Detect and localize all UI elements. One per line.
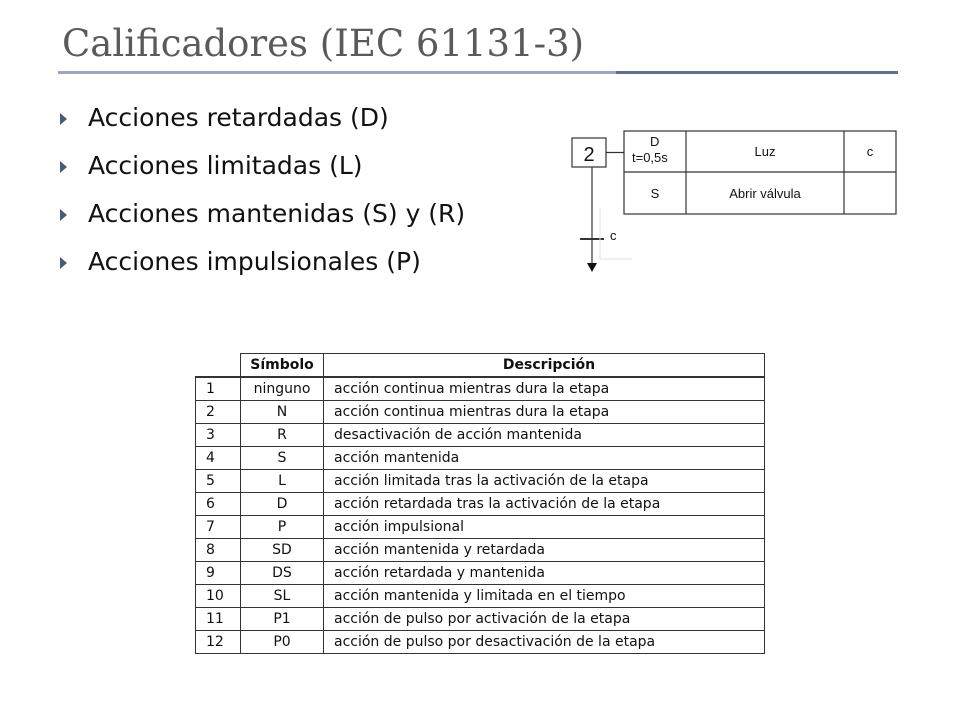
row-description: acción retardada y mantenida bbox=[324, 562, 765, 585]
row-description: acción mantenida bbox=[324, 447, 765, 470]
table-header-row bbox=[196, 354, 765, 378]
row-symbol: N bbox=[241, 401, 324, 424]
row-number: 9 bbox=[196, 562, 241, 585]
bullet-item bbox=[58, 146, 465, 194]
row-symbol: D bbox=[241, 493, 324, 516]
row-description: acción mantenida y limitada en el tiempo bbox=[324, 585, 765, 608]
row-symbol: P1 bbox=[241, 608, 324, 631]
row-description: desactivación de acción mantenida bbox=[324, 424, 765, 447]
row-description: acción continua mientras dura la etapa bbox=[324, 401, 765, 424]
row-symbol: SL bbox=[241, 585, 324, 608]
arrow-down-icon bbox=[587, 263, 597, 272]
qualifier-d: D bbox=[650, 134, 660, 149]
action-name-2: Abrir válvula bbox=[729, 186, 801, 201]
row-description: acción continua mientras dura la etapa bbox=[324, 377, 765, 401]
table-row bbox=[196, 516, 765, 539]
row-number: 1 bbox=[196, 377, 241, 401]
bullet-text: Acciones impulsionales (P) bbox=[88, 247, 421, 276]
step-number: 2 bbox=[583, 144, 595, 166]
table-row bbox=[196, 401, 765, 424]
table-row bbox=[196, 585, 765, 608]
row-number: 7 bbox=[196, 516, 241, 539]
column-header-description: Descripción bbox=[324, 354, 765, 378]
row-description: acción de pulso por desactivación de la etapa bbox=[324, 631, 765, 654]
action-name-1: Luz bbox=[754, 144, 776, 159]
row-description: acción mantenida y retardada bbox=[324, 539, 765, 562]
row-number: 2 bbox=[196, 401, 241, 424]
row-number: 6 bbox=[196, 493, 241, 516]
row-number: 11 bbox=[196, 608, 241, 631]
row-symbol: R bbox=[241, 424, 324, 447]
bullet-arrow-icon bbox=[60, 257, 67, 269]
table-row bbox=[196, 608, 765, 631]
bullet-arrow-icon bbox=[60, 113, 67, 125]
row-symbol: P bbox=[241, 516, 324, 539]
row-description: acción retardada tras la activación de la etapa bbox=[324, 493, 765, 516]
row-symbol: P0 bbox=[241, 631, 324, 654]
row-number: 10 bbox=[196, 585, 241, 608]
row-symbol: ninguno bbox=[241, 377, 324, 401]
row-symbol: SD bbox=[241, 539, 324, 562]
action-indicator: c bbox=[866, 144, 874, 159]
row-number: 5 bbox=[196, 470, 241, 493]
row-symbol: DS bbox=[241, 562, 324, 585]
qualifier-time: t=0,5s bbox=[632, 150, 668, 165]
title-underline bbox=[58, 71, 898, 74]
table-row bbox=[196, 631, 765, 654]
row-number: 4 bbox=[196, 447, 241, 470]
qualifier-table bbox=[195, 353, 765, 654]
bullet-item bbox=[58, 194, 465, 242]
slide-title: Calificadores (IEC 61131-3) bbox=[62, 22, 585, 65]
table-row bbox=[196, 539, 765, 562]
table-row bbox=[196, 447, 765, 470]
bullet-text: Acciones mantenidas (S) y (R) bbox=[88, 199, 466, 228]
row-symbol: L bbox=[241, 470, 324, 493]
row-symbol: S bbox=[241, 447, 324, 470]
table-row bbox=[196, 424, 765, 447]
row-number: 12 bbox=[196, 631, 241, 654]
bullet-item bbox=[58, 242, 465, 290]
row-description: acción limitada tras la activación de la etapa bbox=[324, 470, 765, 493]
column-header-symbol: Símbolo bbox=[241, 354, 324, 378]
table-row bbox=[196, 562, 765, 585]
table-row bbox=[196, 377, 765, 401]
table-row bbox=[196, 493, 765, 516]
bullet-arrow-icon bbox=[60, 209, 67, 221]
row-number: 8 bbox=[196, 539, 241, 562]
bullet-arrow-icon bbox=[60, 161, 67, 173]
bullet-item bbox=[58, 98, 465, 146]
row-description: acción impulsional bbox=[324, 516, 765, 539]
row-number: 3 bbox=[196, 424, 241, 447]
qualifier-s: S bbox=[650, 186, 660, 201]
table-row bbox=[196, 470, 765, 493]
bullet-text: Acciones retardadas (D) bbox=[88, 103, 389, 132]
grafcet-diagram bbox=[570, 125, 900, 277]
bullet-list bbox=[58, 98, 465, 290]
bullet-text: Acciones limitadas (L) bbox=[88, 151, 363, 180]
row-description: acción de pulso por activación de la etapa bbox=[324, 608, 765, 631]
transition-label: c bbox=[610, 228, 617, 243]
